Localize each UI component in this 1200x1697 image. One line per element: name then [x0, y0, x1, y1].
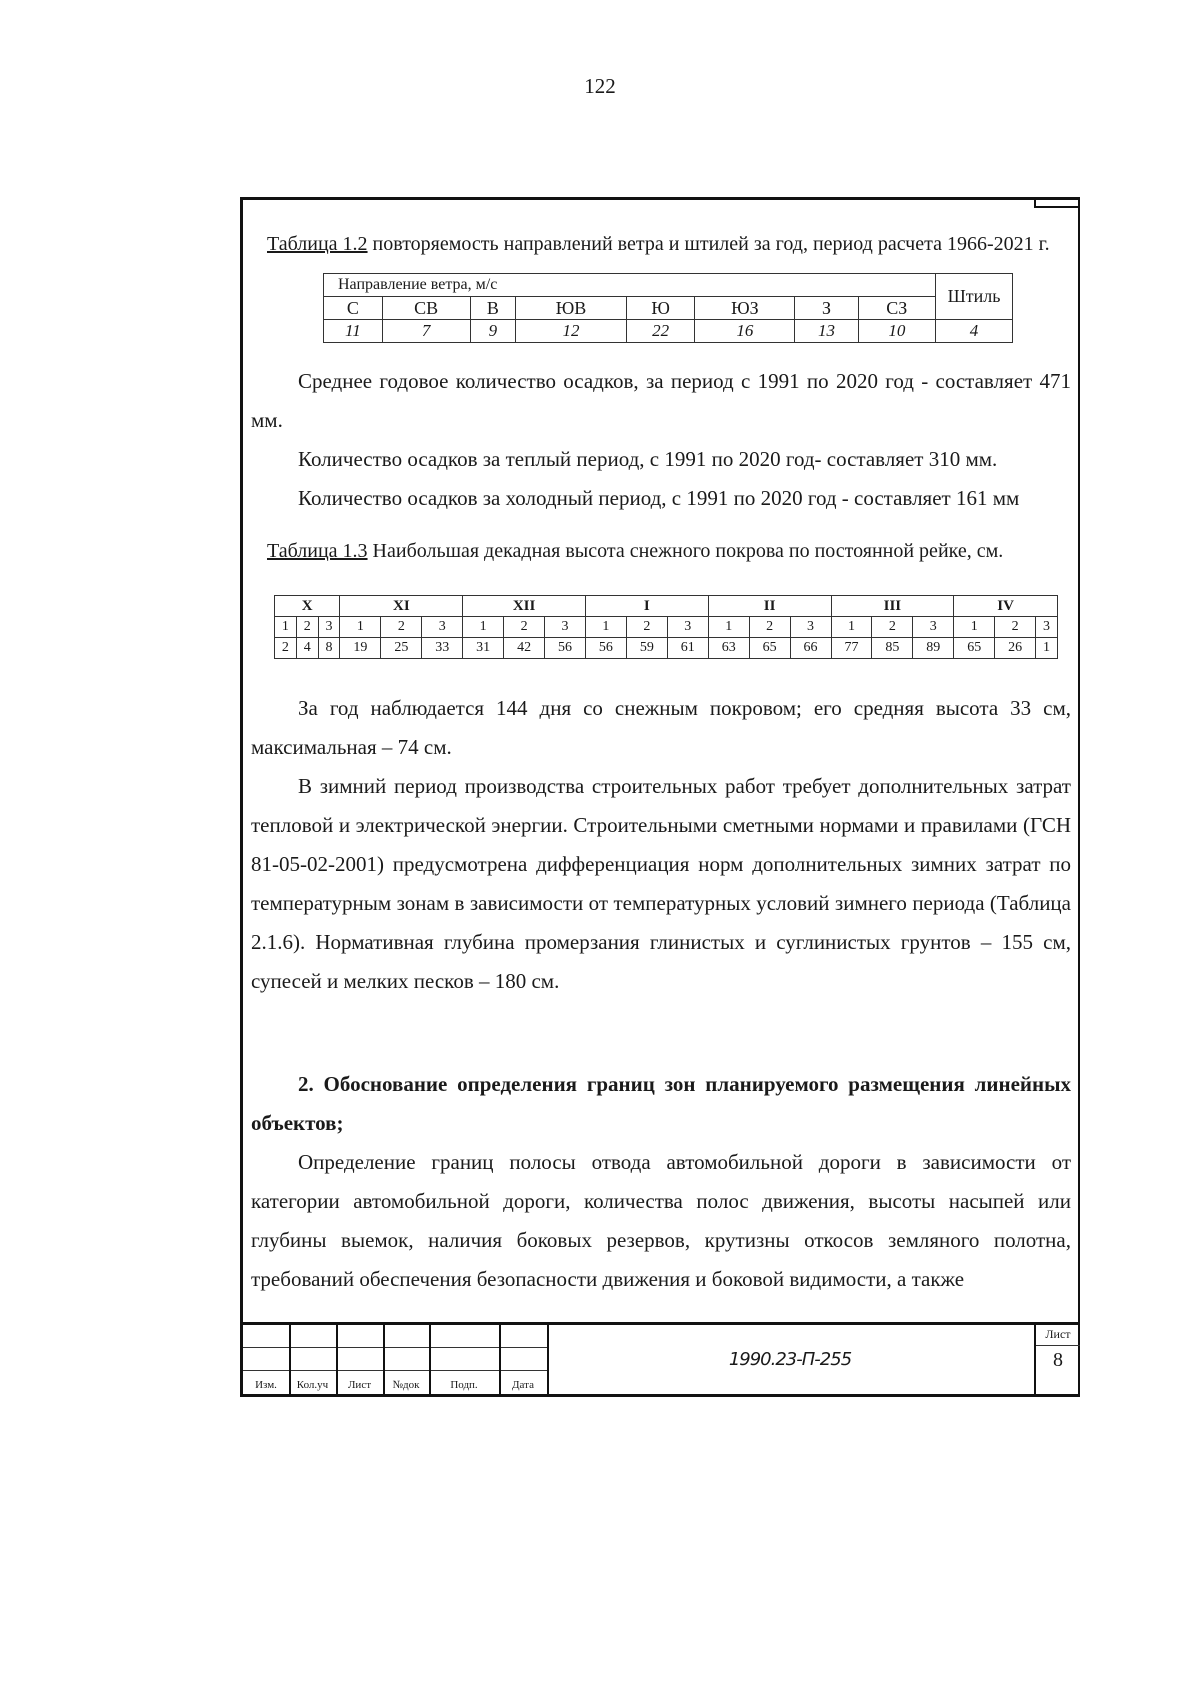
- snow-decade: 3: [318, 617, 340, 638]
- snow-decade: 3: [422, 617, 463, 638]
- sheet-number: 8: [1053, 1349, 1063, 1371]
- stamp-col-podp: Подп.: [450, 1379, 478, 1391]
- snow-month: II: [708, 596, 831, 617]
- snow-value: 59: [626, 638, 667, 659]
- snow-decade: 3: [667, 617, 708, 638]
- stamp-col-data: Дата: [512, 1379, 534, 1391]
- precip-warm-paragraph: Количество осадков за теплый период, с 1991 по 2020 год- составляет 310 мм.: [298, 447, 998, 471]
- snow-decade: 3: [545, 617, 586, 638]
- snow-decade: 1: [708, 617, 749, 638]
- frame-corner-tab: [1034, 197, 1080, 208]
- snow-table: [274, 595, 1058, 659]
- wind-table: [323, 273, 1013, 343]
- table-1-3-caption: [267, 541, 1067, 561]
- wind-dir: С: [324, 297, 383, 320]
- section-paragraph: Определение границ полосы отвода автомобильной дороги в зависимости от категории автомобильной дороги, количества полос движения, высоты насыпей или глубины выемок, наличия боковых резервов, крутизны откосов земляного полотна, требований обеспечения безопасности движения и боковой видимости, а также: [251, 1150, 1071, 1291]
- wind-value: 7: [382, 320, 470, 343]
- snow-value: 61: [667, 638, 708, 659]
- snow-decade: 1: [831, 617, 872, 638]
- snow-decade: 2: [749, 617, 790, 638]
- snow-decade: 2: [872, 617, 913, 638]
- wind-dir: В: [470, 297, 516, 320]
- wind-value: 13: [795, 320, 858, 343]
- wind-direction-header: Направление ветра, м/с: [324, 274, 936, 297]
- precip-annual-paragraph: Среднее годовое количество осадков, за период с 1991 по 2020 год - составляет 471 мм.: [251, 369, 1071, 432]
- snow-decade: 3: [913, 617, 954, 638]
- wind-value: 11: [324, 320, 383, 343]
- wind-dir: Ю: [626, 297, 694, 320]
- winter-costs-paragraph: В зимний период производства строительных работ требует дополнительных затрат тепловой и электрической энергии. Строительными сметными нормами и правилами (ГСН 81-05-02-2001) предусмотрена дифференциация норм дополнительных зимних затрат по температурным зонам в зависимости от температурных условий зимнего периода (Таблица 2.1.6). Нормативная глубина промерзания глинистых и суглинистых грунтов – 155 см, супесей и мелких песков – 180 см.: [251, 774, 1071, 993]
- snow-value: 42: [504, 638, 545, 659]
- snow-decade: 2: [296, 617, 318, 638]
- stamp-col-ndok: №док: [392, 1379, 420, 1391]
- table-1-3-caption-text: Наибольшая декадная высота снежного покрова по постоянной рейке, см.: [367, 540, 1004, 562]
- snow-value: 85: [872, 638, 913, 659]
- wind-value: 12: [516, 320, 627, 343]
- wind-dir: ЮВ: [516, 297, 627, 320]
- snow-decade: 2: [626, 617, 667, 638]
- wind-dir: З: [795, 297, 858, 320]
- snow-value: 2: [275, 638, 297, 659]
- snow-value: 65: [749, 638, 790, 659]
- precip-cold-paragraph: Количество осадков за холодный период, с 1991 по 2020 год - составляет 161 мм: [298, 486, 1020, 510]
- snow-decade: 3: [1036, 617, 1058, 638]
- snow-month: I: [585, 596, 708, 617]
- wind-value: 22: [626, 320, 694, 343]
- table-1-2-caption: [267, 234, 1067, 254]
- snow-value: 77: [831, 638, 872, 659]
- snow-value: 65: [954, 638, 995, 659]
- snow-decade: 1: [954, 617, 995, 638]
- table-1-3-ref: Таблица 1.3: [267, 540, 368, 562]
- snow-value: 4: [296, 638, 318, 659]
- calm-value: 4: [936, 320, 1013, 343]
- snow-month: III: [831, 596, 954, 617]
- snow-value: 31: [463, 638, 504, 659]
- snow-decade: 1: [585, 617, 626, 638]
- title-block: [243, 1322, 1080, 1394]
- snow-value: 66: [790, 638, 831, 659]
- snow-decade: 2: [504, 617, 545, 638]
- table-1-2-caption-text: повторяемость направлений ветра и штилей за год, период расчета 1966-2021 г.: [367, 233, 1050, 255]
- snow-decade: 1: [463, 617, 504, 638]
- snow-decade: 3: [790, 617, 831, 638]
- drawing-frame: [240, 197, 1080, 1397]
- snow-month: XII: [463, 596, 586, 617]
- wind-value: 16: [695, 320, 795, 343]
- document-number: 1990.23-П-255: [728, 1349, 852, 1370]
- snow-month: IV: [954, 596, 1058, 617]
- wind-dir: ЮЗ: [695, 297, 795, 320]
- snow-decade: 2: [381, 617, 422, 638]
- wind-dir: СВ: [382, 297, 470, 320]
- snow-value: 26: [995, 638, 1036, 659]
- snow-value: 56: [545, 638, 586, 659]
- snow-decade: 2: [995, 617, 1036, 638]
- sheet-label: Лист: [1036, 1327, 1080, 1346]
- wind-value: 10: [858, 320, 935, 343]
- snow-summary-paragraph: За год наблюдается 144 дня со снежным покровом; его средняя высота 33 см, максимальная – 74 см.: [251, 696, 1071, 759]
- page-number: 122: [584, 74, 616, 98]
- stamp-col-list: Лист: [347, 1379, 372, 1391]
- stamp-col-izm: Изм.: [255, 1379, 277, 1391]
- snow-value: 1: [1036, 638, 1058, 659]
- snow-value: 89: [913, 638, 954, 659]
- calm-header: Штиль: [936, 274, 1013, 320]
- snow-month: XI: [340, 596, 463, 617]
- sheet-box: [1034, 1325, 1080, 1394]
- wind-value: 9: [470, 320, 516, 343]
- snow-value: 56: [585, 638, 626, 659]
- stamp-col-kol: Кол.уч: [296, 1379, 329, 1391]
- snow-value: 19: [340, 638, 381, 659]
- section-heading: 2. Обоснование определения границ зон планируемого размещения линейных объектов;: [251, 1072, 1071, 1135]
- snow-decade: 1: [275, 617, 297, 638]
- snow-decade: 1: [340, 617, 381, 638]
- table-1-2-ref: Таблица 1.2: [267, 233, 368, 255]
- snow-month: X: [275, 596, 340, 617]
- snow-value: 8: [318, 638, 340, 659]
- wind-dir: СЗ: [858, 297, 935, 320]
- snow-value: 25: [381, 638, 422, 659]
- snow-value: 33: [422, 638, 463, 659]
- snow-value: 63: [708, 638, 749, 659]
